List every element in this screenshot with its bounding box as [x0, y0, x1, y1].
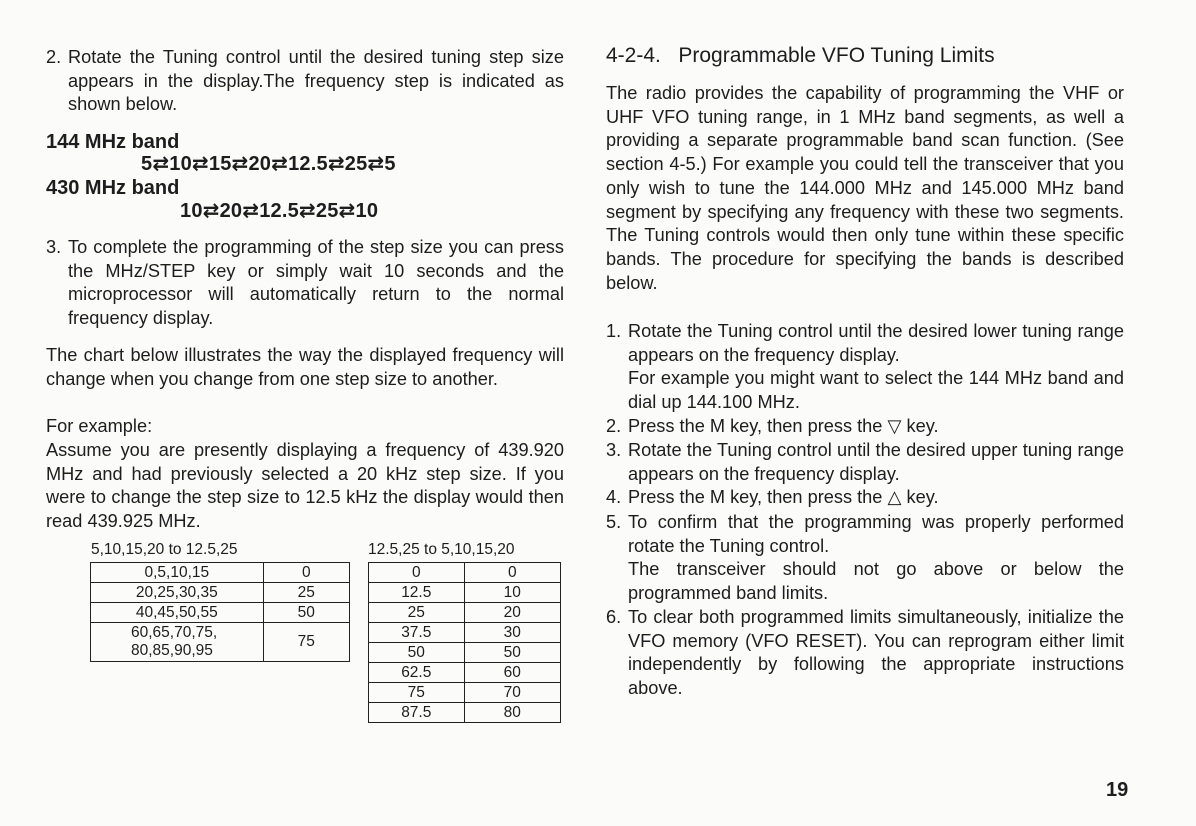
page-number: 19 [1106, 779, 1129, 801]
table-row [369, 623, 561, 643]
table-cell: 50 [263, 603, 349, 623]
table-cell: 0,5,10,15 [91, 563, 264, 583]
table1-caption: 5,10,15,20 to 12.5,25 [91, 541, 238, 558]
item-text: Press the M key, then press the △ key. [628, 487, 939, 507]
table-cell: 25 [369, 603, 465, 623]
table2-caption: 12.5,25 to 5,10,15,20 [368, 541, 515, 558]
table-cell: 20 [464, 603, 560, 623]
item-text: Rotate the Tuning control until the desired lower tuning range appears on the frequency display. [628, 321, 1124, 365]
item-text: To clear both programmed limits simultaneously, initialize the VFO memory (VFO RESET). You can reprogram either limit independently by following the appropriate instructions above. [628, 607, 1124, 699]
table-row [91, 603, 350, 623]
procedure-item-2 [606, 415, 1124, 439]
intro-paragraph: The radio provides the capability of programming the VHF or UHF VFO tuning range, in 1 MHz band segments, as well a providing a separate programmable band scan function. (See section 4-5.) For example you could tell the transceiver that you only wish to tune the 144.000 MHz and 145.000 MHz band segment by specifying any frequency with these two segments. The Tuning controls would then only tune within these specific bands. The procedure for specifying the bands is described below. [606, 83, 1124, 293]
table-cell: 10 [464, 583, 560, 603]
table-row [91, 583, 350, 603]
table-row [91, 623, 350, 662]
assume-paragraph: Assume you are presently displaying a frequency of 439.920 MHz and had previously selected a 20 kHz step size. If you were to change the step size to 12.5 kHz the display would then read 439.925 MHz. [46, 440, 564, 532]
item-text: Press the M key, then press the ▽ key. [628, 416, 939, 436]
step-item-3 [46, 236, 564, 331]
table-cell: 20,25,30,35 [91, 583, 264, 603]
item-extra-text: For example you might want to select the 144 MHz band and dial up 144.100 MHz. [628, 368, 1124, 413]
item-number: 3. [46, 237, 62, 257]
band-sequence-144: 5⇄10⇄15⇄20⇄12.5⇄25⇄5 [141, 153, 396, 175]
table-cell: 80 [464, 703, 560, 723]
table-row [369, 563, 561, 583]
table-cell: 0 [369, 563, 465, 583]
table-cell: 12.5 [369, 583, 465, 603]
item-number: 2. [46, 47, 62, 67]
item-number: 2. [606, 416, 622, 436]
procedure-item-1 [606, 320, 1124, 415]
item-number: 4. [606, 487, 622, 507]
table-cell: 50 [369, 643, 465, 663]
step-conversion-table-1 [90, 562, 350, 662]
table-cell: 40,45,50,55 [91, 603, 264, 623]
table-cell: 25 [263, 583, 349, 603]
table-row [369, 663, 561, 683]
table-row [369, 683, 561, 703]
table-row [369, 603, 561, 623]
procedure-item-3 [606, 439, 1124, 486]
item-text: Rotate the Tuning control until the desired tuning step size appears in the display.The frequency step is indicated as shown below. [68, 47, 564, 115]
item-text: To confirm that the programming was properly performed rotate the Tuning control. [628, 512, 1124, 556]
item-extra-text: The transceiver should not go above or below the programmed band limits. [628, 559, 1124, 604]
table-row [369, 703, 561, 723]
item-number: 5. [606, 512, 622, 532]
table-cell: 30 [464, 623, 560, 643]
table-row [369, 583, 561, 603]
table-cell: 87.5 [369, 703, 465, 723]
item-number: 3. [606, 440, 622, 460]
item-text: To complete the programming of the step size you can press the MHz/STEP key or simply wait 10 seconds and the microprocessor will automatically return to the normal frequency display. [68, 237, 564, 329]
item-number: 6. [606, 607, 622, 627]
table-cell: 50 [464, 643, 560, 663]
step-item-2 [46, 46, 564, 117]
section-title: 4-2-4. Programmable VFO Tuning Limits [606, 44, 995, 67]
chart-paragraph: The chart below illustrates the way the displayed frequency will change when you change from one step size to another. [46, 345, 564, 389]
table-cell: 37.5 [369, 623, 465, 643]
table-cell: 60,65,70,75, 80,85,90,95 [91, 623, 264, 662]
band-sequence-430: 10⇄20⇄12.5⇄25⇄10 [180, 200, 379, 222]
band-heading-430: 430 MHz band [46, 177, 180, 199]
table-cell: 62.5 [369, 663, 465, 683]
band-heading-144: 144 MHz band [46, 131, 180, 153]
procedure-item-4 [606, 486, 1124, 510]
table-cell: 0 [464, 563, 560, 583]
table-cell: 75 [369, 683, 465, 703]
table-cell: 0 [263, 563, 349, 583]
item-text: Rotate the Tuning control until the desired upper tuning range appears on the frequency display. [628, 440, 1124, 484]
table-row [91, 563, 350, 583]
table-cell: 60 [464, 663, 560, 683]
procedure-item-5 [606, 511, 1124, 606]
for-example-label: For example: [46, 416, 153, 436]
table-cell: 75 [263, 623, 349, 662]
step-conversion-table-2 [368, 562, 561, 723]
table-cell: 70 [464, 683, 560, 703]
item-number: 1. [606, 321, 622, 341]
procedure-item-6 [606, 606, 1124, 701]
table-row [369, 643, 561, 663]
